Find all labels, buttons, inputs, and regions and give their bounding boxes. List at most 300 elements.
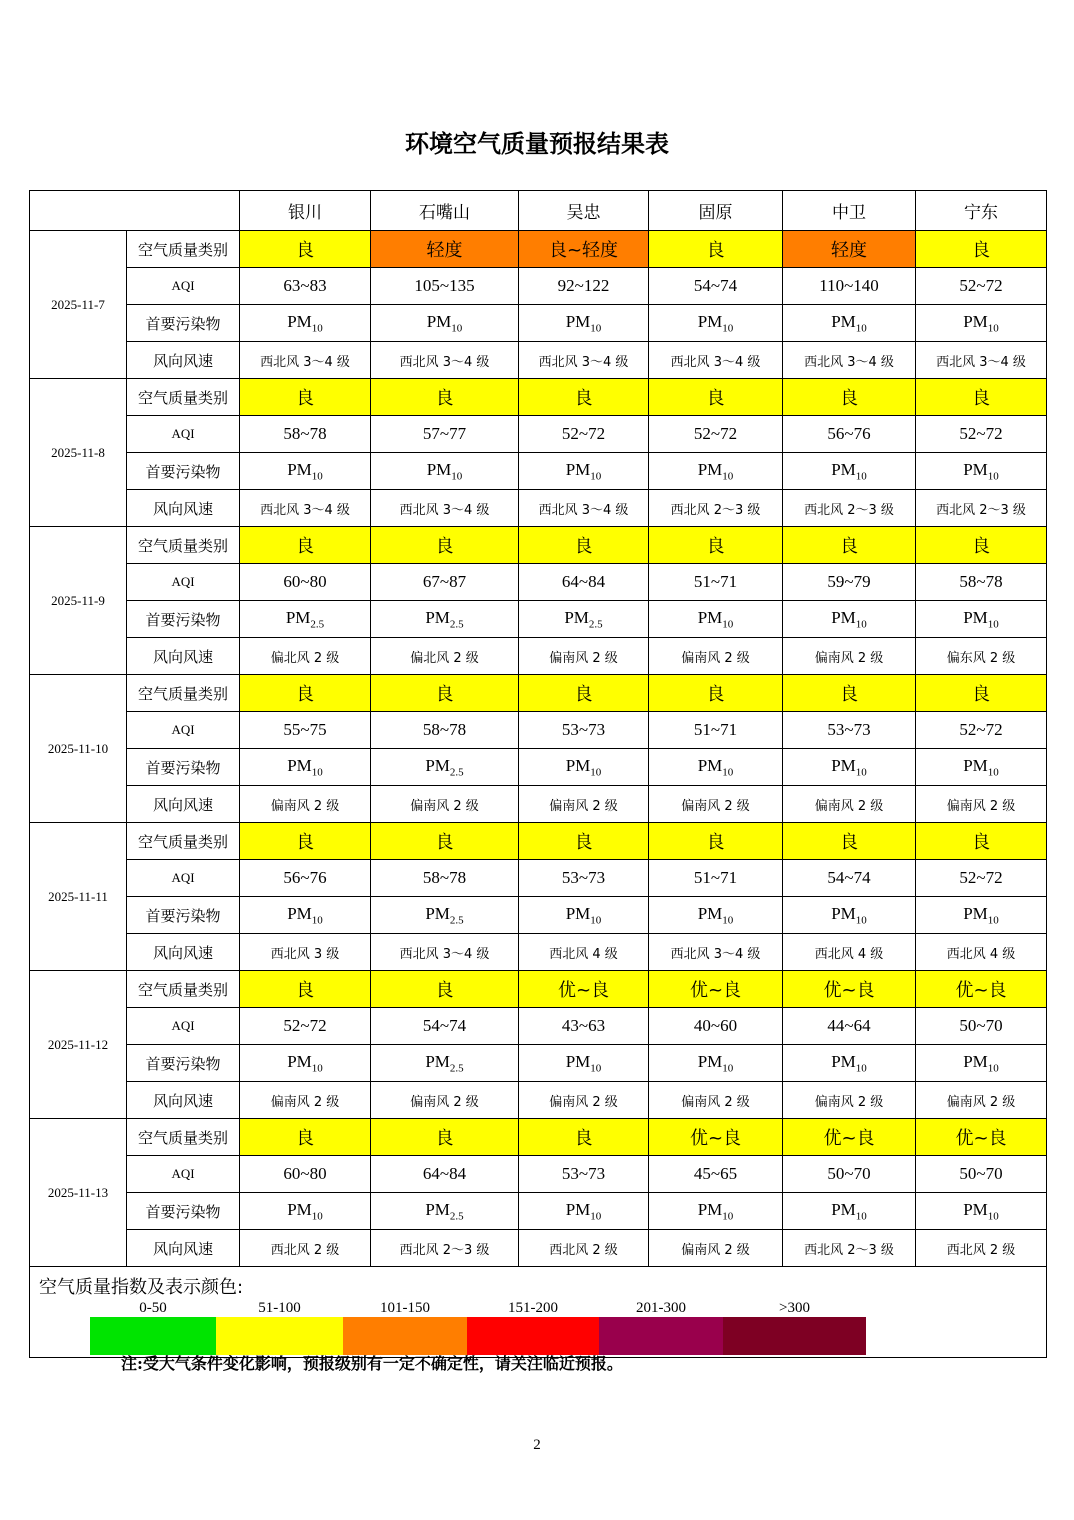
forecast-table <box>29 190 1047 1358</box>
pollutant-prefix: PM <box>425 1051 450 1071</box>
pollutant-subscript: 10 <box>855 618 867 631</box>
pollutant-cell <box>240 897 371 934</box>
aqi-cell: 92~122 <box>519 268 649 305</box>
date-cell: 2025-11-11 <box>30 823 127 971</box>
pollutant-cell <box>916 1193 1047 1230</box>
pollutant-subscript: 2.5 <box>449 914 464 927</box>
wind-cell: 西北风 2～3 级 <box>783 490 916 527</box>
row-label-category: 空气质量类别 <box>127 823 240 860</box>
pollutant-subscript: 10 <box>311 1062 323 1075</box>
legend-range-label: >300 <box>779 1300 810 1316</box>
forecast-row-aqi <box>30 712 1047 749</box>
pollutant-cell <box>240 1045 371 1082</box>
wind-cell: 西北风 2 级 <box>519 1230 649 1267</box>
pollutant-subscript: 10 <box>311 1210 323 1223</box>
category-cell: 优~良 <box>783 1119 916 1156</box>
city-header: 固原 <box>649 191 783 231</box>
aqi-cell: 105~135 <box>371 268 519 305</box>
forecast-row-category <box>30 823 1047 860</box>
forecast-row-aqi <box>30 1008 1047 1045</box>
wind-cell: 西北风 2～3 级 <box>371 1230 519 1267</box>
wind-cell: 西北风 4 级 <box>916 934 1047 971</box>
pollutant-cell <box>519 749 649 786</box>
pollutant-prefix: PM <box>565 903 591 923</box>
pollutant-prefix: PM <box>565 755 591 775</box>
pollutant-subscript: 10 <box>722 1210 734 1223</box>
aqi-cell: 51~71 <box>649 860 783 897</box>
category-cell: 良 <box>649 527 783 564</box>
category-cell: 良 <box>240 527 371 564</box>
pollutant-prefix: PM <box>287 1051 312 1071</box>
pollutant-prefix: PM <box>963 311 988 331</box>
aqi-cell: 53~73 <box>519 712 649 749</box>
pollutant-cell <box>783 897 916 934</box>
pollutant-cell <box>916 601 1047 638</box>
wind-cell: 西北风 3～4 级 <box>371 342 519 379</box>
category-cell: 良 <box>783 379 916 416</box>
category-cell: 良 <box>519 379 649 416</box>
row-label-aqi: AQI <box>127 564 240 601</box>
wind-cell: 偏南风 2 级 <box>649 1082 783 1119</box>
aqi-cell: 53~73 <box>783 712 916 749</box>
category-cell: 良 <box>371 527 519 564</box>
wind-cell: 偏南风 2 级 <box>240 786 371 823</box>
wind-cell: 西北风 3 级 <box>240 934 371 971</box>
pollutant-cell <box>371 305 519 342</box>
date-cell: 2025-11-9 <box>30 527 127 675</box>
category-cell: 良 <box>519 1119 649 1156</box>
page-number: 2 <box>533 1437 541 1453</box>
city-header: 石嘴山 <box>371 191 519 231</box>
pollutant-cell <box>240 601 371 638</box>
pollutant-prefix: PM <box>963 755 988 775</box>
pollutant-subscript: 10 <box>855 766 867 779</box>
forecast-body <box>30 191 1047 1267</box>
pollutant-prefix: PM <box>697 311 723 331</box>
wind-cell: 偏北风 2 级 <box>371 638 519 675</box>
legend-body <box>30 1267 1047 1358</box>
row-label-wind: 风向风速 <box>127 490 240 527</box>
forecast-row-wind <box>30 934 1047 971</box>
wind-cell: 偏南风 2 级 <box>916 786 1047 823</box>
aqi-cell: 60~80 <box>240 564 371 601</box>
pollutant-prefix: PM <box>831 607 856 627</box>
pollutant-prefix: PM <box>963 903 988 923</box>
row-label-pollutant: 首要污染物 <box>127 1045 240 1082</box>
row-label-category: 空气质量类别 <box>127 971 240 1008</box>
category-cell: 良 <box>240 231 371 268</box>
pollutant-subscript: 10 <box>590 914 602 927</box>
row-label-category: 空气质量类别 <box>127 379 240 416</box>
pollutant-cell <box>371 1193 519 1230</box>
wind-cell: 偏南风 2 级 <box>519 638 649 675</box>
pollutant-prefix: PM <box>426 311 452 331</box>
category-cell: 良 <box>649 231 783 268</box>
wind-cell: 西北风 3～4 级 <box>519 490 649 527</box>
pollutant-cell <box>371 453 519 490</box>
wind-cell: 偏南风 2 级 <box>783 786 916 823</box>
pollutant-prefix: PM <box>963 607 988 627</box>
aqi-cell: 58~78 <box>916 564 1047 601</box>
aqi-cell: 58~78 <box>240 416 371 453</box>
aqi-cell: 63~83 <box>240 268 371 305</box>
wind-cell: 西北风 4 级 <box>519 934 649 971</box>
row-label-category: 空气质量类别 <box>127 527 240 564</box>
pollutant-prefix: PM <box>697 607 723 627</box>
pollutant-subscript: 10 <box>451 470 463 483</box>
wind-cell: 偏南风 2 级 <box>649 1230 783 1267</box>
pollutant-subscript: 10 <box>855 914 867 927</box>
row-label-category: 空气质量类别 <box>127 1119 240 1156</box>
forecast-row-pollutant <box>30 749 1047 786</box>
row-label-wind: 风向风速 <box>127 934 240 971</box>
pollutant-subscript: 2.5 <box>449 1210 464 1223</box>
category-cell: 良 <box>783 675 916 712</box>
pollutant-subscript: 10 <box>987 618 999 631</box>
category-cell: 优~良 <box>649 971 783 1008</box>
category-cell: 良 <box>916 527 1047 564</box>
aqi-cell: 58~78 <box>371 860 519 897</box>
wind-cell: 偏南风 2 级 <box>519 786 649 823</box>
category-cell: 优~良 <box>916 1119 1047 1156</box>
wind-cell: 西北风 3～4 级 <box>916 342 1047 379</box>
category-cell: 优~良 <box>783 971 916 1008</box>
aqi-cell: 52~72 <box>916 268 1047 305</box>
city-header: 宁东 <box>916 191 1047 231</box>
wind-cell: 偏南风 2 级 <box>783 1082 916 1119</box>
aqi-cell: 54~74 <box>649 268 783 305</box>
aqi-cell: 52~72 <box>916 860 1047 897</box>
pollutant-subscript: 10 <box>311 766 323 779</box>
forecast-row-category <box>30 379 1047 416</box>
pollutant-cell <box>649 601 783 638</box>
pollutant-subscript: 10 <box>590 766 602 779</box>
pollutant-prefix: PM <box>565 459 591 479</box>
pollutant-subscript: 10 <box>311 322 323 335</box>
pollutant-cell <box>371 601 519 638</box>
pollutant-prefix: PM <box>287 903 312 923</box>
wind-cell: 西北风 3～4 级 <box>371 934 519 971</box>
aqi-cell: 54~74 <box>783 860 916 897</box>
legend-range-label: 101-150 <box>380 1300 430 1316</box>
pollutant-cell <box>649 305 783 342</box>
pollutant-cell <box>649 1045 783 1082</box>
wind-cell: 西北风 4 级 <box>783 934 916 971</box>
pollutant-cell <box>649 897 783 934</box>
pollutant-subscript: 10 <box>987 1210 999 1223</box>
wind-cell: 偏南风 2 级 <box>240 1082 371 1119</box>
aqi-cell: 50~70 <box>783 1156 916 1193</box>
wind-cell: 西北风 3～4 级 <box>240 342 371 379</box>
pollutant-prefix: PM <box>963 459 988 479</box>
wind-cell: 偏南风 2 级 <box>783 638 916 675</box>
aqi-cell: 52~72 <box>240 1008 371 1045</box>
forecast-row-wind <box>30 1230 1047 1267</box>
pollutant-prefix: PM <box>287 755 312 775</box>
pollutant-subscript: 10 <box>590 1062 602 1075</box>
forecast-row-wind <box>30 638 1047 675</box>
forecast-row-aqi <box>30 268 1047 305</box>
row-label-pollutant: 首要污染物 <box>127 897 240 934</box>
forecast-row-wind <box>30 1082 1047 1119</box>
row-label-aqi: AQI <box>127 268 240 305</box>
city-header: 银川 <box>240 191 371 231</box>
category-cell: 良 <box>519 527 649 564</box>
aqi-cell: 67~87 <box>371 564 519 601</box>
pollutant-subscript: 10 <box>987 1062 999 1075</box>
pollutant-prefix: PM <box>425 607 450 627</box>
category-cell: 良 <box>916 675 1047 712</box>
legend-range-label: 51-100 <box>258 1300 301 1316</box>
wind-cell: 偏南风 2 级 <box>649 786 783 823</box>
wind-cell: 西北风 3～4 级 <box>240 490 371 527</box>
pollutant-prefix: PM <box>697 459 723 479</box>
category-cell: 优~良 <box>916 971 1047 1008</box>
category-cell: 良 <box>916 379 1047 416</box>
aqi-cell: 53~73 <box>519 860 649 897</box>
pollutant-cell <box>371 897 519 934</box>
aqi-cell: 52~72 <box>916 416 1047 453</box>
wind-cell: 偏北风 2 级 <box>240 638 371 675</box>
pollutant-cell <box>371 749 519 786</box>
pollutant-cell <box>916 453 1047 490</box>
wind-cell: 偏南风 2 级 <box>371 786 519 823</box>
row-label-wind: 风向风速 <box>127 1230 240 1267</box>
wind-cell: 偏南风 2 级 <box>916 1082 1047 1119</box>
forecast-row-pollutant <box>30 897 1047 934</box>
wind-cell: 西北风 3～4 级 <box>783 342 916 379</box>
row-label-aqi: AQI <box>127 712 240 749</box>
aqi-cell: 64~84 <box>519 564 649 601</box>
forecast-row-category <box>30 971 1047 1008</box>
legend-cell <box>30 1267 1047 1358</box>
aqi-cell: 40~60 <box>649 1008 783 1045</box>
aqi-cell: 52~72 <box>916 712 1047 749</box>
pollutant-cell <box>916 749 1047 786</box>
pollutant-subscript: 10 <box>722 322 734 335</box>
category-cell: 良 <box>371 675 519 712</box>
pollutant-prefix: PM <box>831 459 856 479</box>
category-cell: 轻度 <box>371 231 519 268</box>
forecast-row-pollutant <box>30 1193 1047 1230</box>
row-label-wind: 风向风速 <box>127 638 240 675</box>
wind-cell: 偏东风 2 级 <box>916 638 1047 675</box>
date-cell: 2025-11-13 <box>30 1119 127 1267</box>
aqi-cell: 43~63 <box>519 1008 649 1045</box>
aqi-cell: 52~72 <box>649 416 783 453</box>
wind-cell: 西北风 3～4 级 <box>649 934 783 971</box>
pollutant-prefix: PM <box>831 755 856 775</box>
legend-color-swatch <box>467 1317 599 1355</box>
pollutant-cell <box>783 453 916 490</box>
aqi-cell: 56~76 <box>240 860 371 897</box>
row-label-pollutant: 首要污染物 <box>127 453 240 490</box>
pollutant-cell <box>240 1193 371 1230</box>
pollutant-prefix: PM <box>564 607 589 627</box>
pollutant-cell <box>649 453 783 490</box>
pollutant-subscript: 10 <box>311 914 323 927</box>
legend-range-label: 0-50 <box>139 1300 167 1316</box>
legend-color-swatch <box>723 1317 866 1355</box>
forecast-row-wind <box>30 490 1047 527</box>
pollutant-subscript: 10 <box>722 766 734 779</box>
row-label-aqi: AQI <box>127 416 240 453</box>
pollutant-prefix: PM <box>285 607 311 627</box>
category-cell: 良 <box>371 1119 519 1156</box>
wind-cell: 西北风 2～3 级 <box>916 490 1047 527</box>
pollutant-subscript: 10 <box>855 1062 867 1075</box>
forecast-row-wind <box>30 786 1047 823</box>
pollutant-subscript: 10 <box>722 1062 734 1075</box>
pollutant-prefix: PM <box>697 1051 723 1071</box>
pollutant-subscript: 10 <box>987 322 999 335</box>
pollutant-prefix: PM <box>287 459 312 479</box>
forecast-row-category <box>30 231 1047 268</box>
category-cell: 良 <box>783 823 916 860</box>
aqi-cell: 64~84 <box>371 1156 519 1193</box>
forecast-row-aqi <box>30 1156 1047 1193</box>
category-cell: 优~良 <box>649 1119 783 1156</box>
pollutant-subscript: 2.5 <box>449 766 464 779</box>
wind-cell: 西北风 2 级 <box>916 1230 1047 1267</box>
legend-row <box>30 1267 1047 1358</box>
pollutant-cell <box>783 749 916 786</box>
aqi-cell: 45~65 <box>649 1156 783 1193</box>
pollutant-cell <box>783 601 916 638</box>
category-cell: 良 <box>371 379 519 416</box>
aqi-cell: 55~75 <box>240 712 371 749</box>
forecast-row-aqi <box>30 564 1047 601</box>
aqi-cell: 54~74 <box>371 1008 519 1045</box>
wind-cell: 西北风 3～4 级 <box>519 342 649 379</box>
header-row <box>30 191 1047 231</box>
legend-color-swatch <box>599 1317 723 1355</box>
category-cell: 良 <box>649 379 783 416</box>
legend-range-label: 151-200 <box>508 1300 558 1316</box>
forecast-row-aqi <box>30 860 1047 897</box>
pollutant-prefix: PM <box>287 311 312 331</box>
wind-cell: 西北风 2 级 <box>240 1230 371 1267</box>
forecast-row-pollutant <box>30 1045 1047 1082</box>
pollutant-subscript: 10 <box>987 766 999 779</box>
wind-cell: 偏南风 2 级 <box>519 1082 649 1119</box>
aqi-cell: 56~76 <box>783 416 916 453</box>
category-cell: 良 <box>240 823 371 860</box>
pollutant-prefix: PM <box>963 1051 988 1071</box>
pollutant-prefix: PM <box>697 903 723 923</box>
pollutant-cell <box>649 749 783 786</box>
category-cell: 良~轻度 <box>519 231 649 268</box>
pollutant-cell <box>240 453 371 490</box>
pollutant-subscript: 2.5 <box>310 618 325 631</box>
pollutant-subscript: 10 <box>451 322 463 335</box>
pollutant-prefix: PM <box>565 1199 591 1219</box>
pollutant-subscript: 2.5 <box>449 1062 464 1075</box>
pollutant-prefix: PM <box>425 755 450 775</box>
pollutant-subscript: 10 <box>590 322 602 335</box>
pollutant-cell <box>916 897 1047 934</box>
category-cell: 良 <box>240 1119 371 1156</box>
forecast-row-category <box>30 675 1047 712</box>
category-cell: 轻度 <box>783 231 916 268</box>
wind-cell: 偏南风 2 级 <box>371 1082 519 1119</box>
category-cell: 良 <box>240 971 371 1008</box>
pollutant-cell <box>916 305 1047 342</box>
pollutant-subscript: 10 <box>987 470 999 483</box>
pollutant-prefix: PM <box>426 459 452 479</box>
pollutant-subscript: 10 <box>722 914 734 927</box>
category-cell: 良 <box>519 675 649 712</box>
aqi-cell: 44~64 <box>783 1008 916 1045</box>
aqi-cell: 59~79 <box>783 564 916 601</box>
row-label-wind: 风向风速 <box>127 342 240 379</box>
forecast-row-category <box>30 1119 1047 1156</box>
page-title: 环境空气质量预报结果表 <box>405 129 669 158</box>
row-label-pollutant: 首要污染物 <box>127 1193 240 1230</box>
category-cell: 良 <box>240 675 371 712</box>
pollutant-cell <box>783 1045 916 1082</box>
forecast-row-pollutant <box>30 453 1047 490</box>
row-label-wind: 风向风速 <box>127 1082 240 1119</box>
aqi-cell: 60~80 <box>240 1156 371 1193</box>
aqi-cell: 53~73 <box>519 1156 649 1193</box>
pollutant-subscript: 10 <box>987 914 999 927</box>
date-cell: 2025-11-12 <box>30 971 127 1119</box>
pollutant-subscript: 2.5 <box>588 618 603 631</box>
legend-color-swatch <box>343 1317 467 1355</box>
pollutant-subscript: 10 <box>590 1210 602 1223</box>
aqi-cell: 50~70 <box>916 1008 1047 1045</box>
pollutant-prefix: PM <box>963 1199 988 1219</box>
aqi-cell: 110~140 <box>783 268 916 305</box>
aqi-cell: 57~77 <box>371 416 519 453</box>
pollutant-subscript: 2.5 <box>449 618 464 631</box>
forecast-row-aqi <box>30 416 1047 453</box>
aqi-cell: 51~71 <box>649 712 783 749</box>
pollutant-prefix: PM <box>697 1199 723 1219</box>
pollutant-cell <box>519 601 649 638</box>
aqi-cell: 52~72 <box>519 416 649 453</box>
pollutant-subscript: 10 <box>855 1210 867 1223</box>
wind-cell: 西北风 3～4 级 <box>371 490 519 527</box>
forecast-row-pollutant <box>30 601 1047 638</box>
pollutant-subscript: 10 <box>855 322 867 335</box>
category-cell: 良 <box>649 823 783 860</box>
pollutant-subscript: 10 <box>722 618 734 631</box>
city-header: 吴忠 <box>519 191 649 231</box>
pollutant-cell <box>916 1045 1047 1082</box>
pollutant-prefix: PM <box>425 903 450 923</box>
pollutant-subscript: 10 <box>855 470 867 483</box>
pollutant-cell <box>649 1193 783 1230</box>
header-corner <box>30 191 240 231</box>
date-cell: 2025-11-7 <box>30 231 127 379</box>
aqi-cell: 51~71 <box>649 564 783 601</box>
pollutant-cell <box>240 305 371 342</box>
wind-cell: 西北风 3～4 级 <box>649 342 783 379</box>
legend-color-swatch <box>90 1317 216 1355</box>
row-label-pollutant: 首要污染物 <box>127 601 240 638</box>
city-header: 中卫 <box>783 191 916 231</box>
aqi-cell: 58~78 <box>371 712 519 749</box>
category-cell: 良 <box>916 231 1047 268</box>
row-label-aqi: AQI <box>127 860 240 897</box>
pollutant-prefix: PM <box>831 903 856 923</box>
pollutant-cell <box>519 305 649 342</box>
forecast-row-pollutant <box>30 305 1047 342</box>
pollutant-subscript: 10 <box>722 470 734 483</box>
row-label-aqi: AQI <box>127 1156 240 1193</box>
